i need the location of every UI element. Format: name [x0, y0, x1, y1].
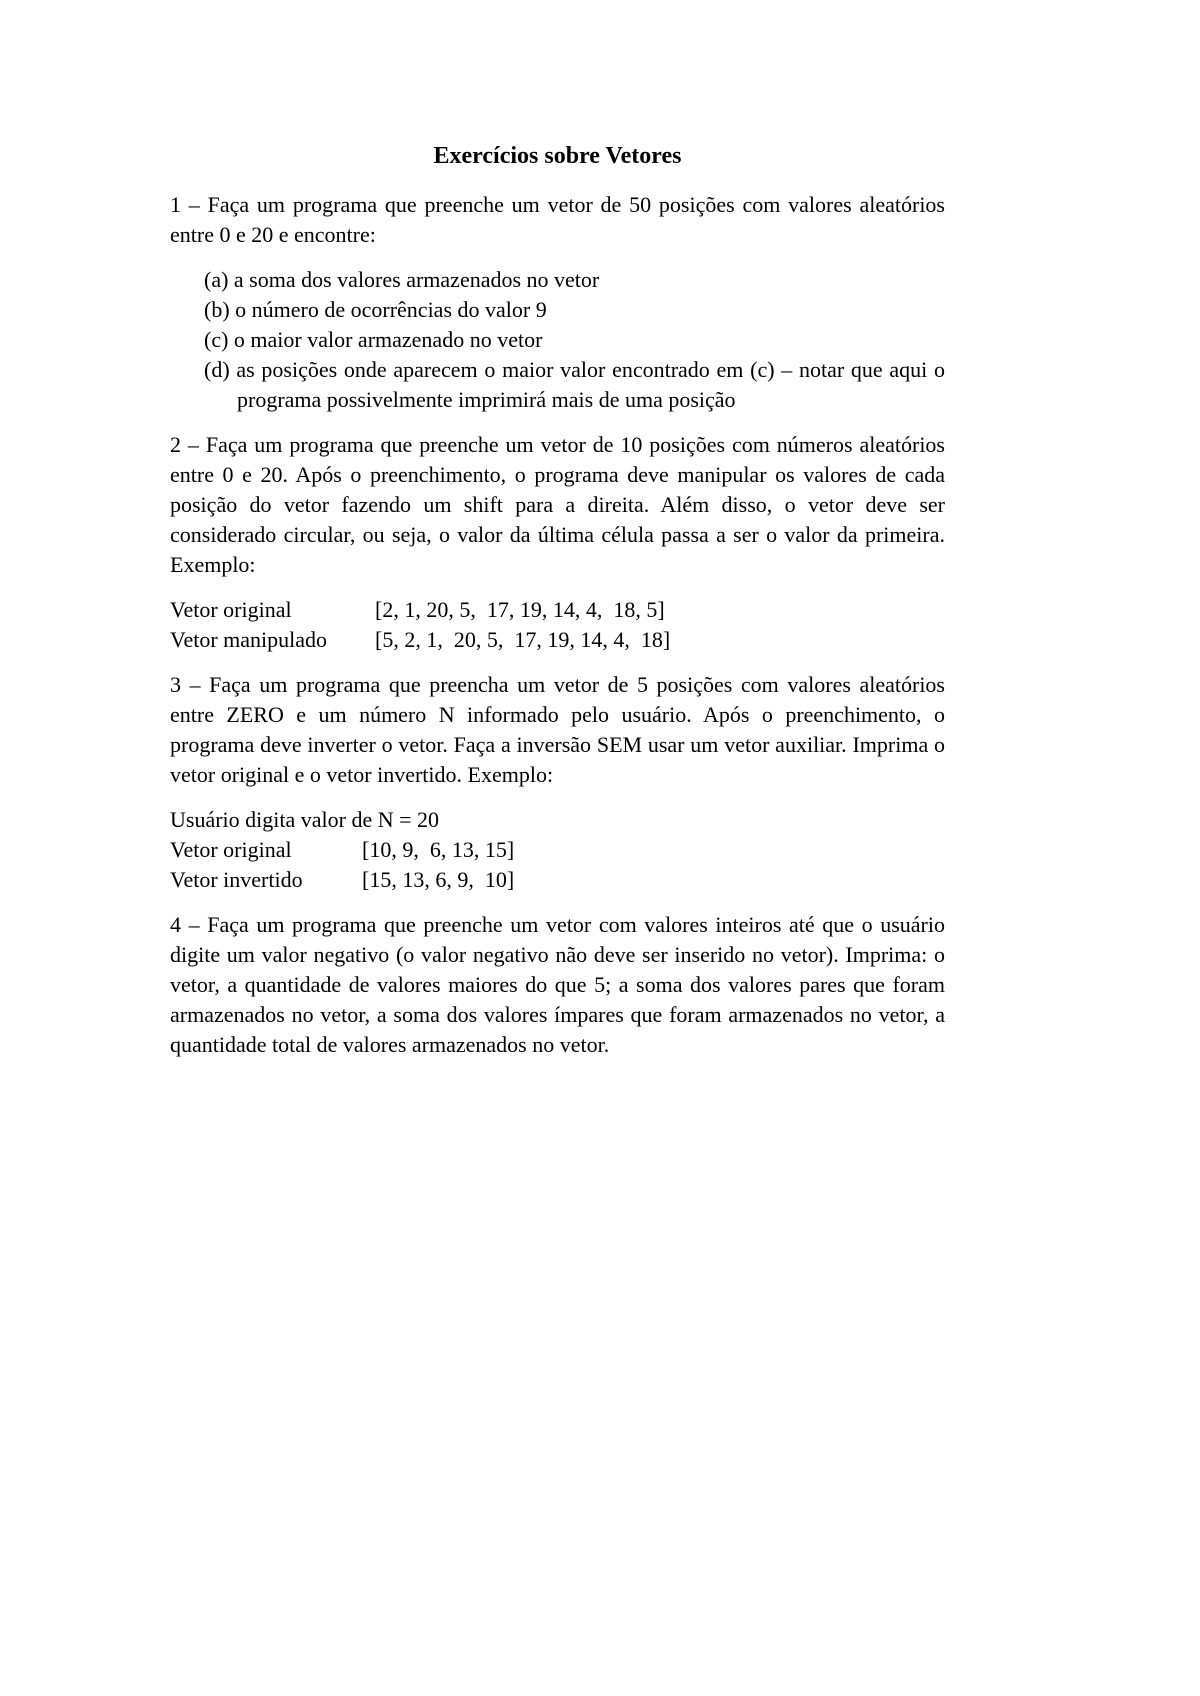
example-row — [170, 595, 945, 625]
exercise-3-example — [170, 805, 945, 895]
example-row-label: Vetor original — [170, 837, 292, 862]
example-row-label: Vetor invertido — [170, 867, 303, 892]
example-row-value: [15, 13, 6, 9, 10] — [362, 867, 515, 892]
exercise-1-intro: 1 – Faça um programa que preenche um vetor de 50 posições com valores aleatórios entre 0 e 20 e encontre: — [170, 192, 945, 247]
exercise-4-text: 4 – Faça um programa que preenche um vetor com valores inteiros até que o usuário digite um valor negativo (o valor negativo não deve ser inserido no vetor). Imprima: o vetor, a quantidade de valores maiores do que 5; a soma dos valores pares que foram armazenados no vetor, a soma dos valores ímpares que foram armazenados no vetor, a quantidade total de valores armazenados no vetor. — [170, 912, 945, 1057]
example-row-label: Vetor original — [170, 597, 292, 622]
example-row-value: [5, 2, 1, 20, 5, 17, 19, 14, 4, 18] — [375, 627, 671, 652]
example-row-value: [10, 9, 6, 13, 15] — [362, 837, 515, 862]
exercise-1-item-d: (d) as posições onde aparecem o maior valor encontrado em (c) – notar que aqui o programa possivelmente imprimirá mais de uma posição — [204, 357, 945, 412]
exercise-2-example — [170, 595, 945, 655]
example-row — [170, 835, 945, 865]
example-row — [170, 865, 945, 895]
example-row — [170, 625, 945, 655]
example-row-label: Vetor manipulado — [170, 627, 328, 652]
document-title: Exercícios sobre Vetores — [433, 143, 682, 169]
example-row-value: [2, 1, 20, 5, 17, 19, 14, 4, 18, 5] — [375, 597, 665, 622]
exercise-1-item-b: (b) o número de ocorrências do valor 9 — [204, 297, 547, 322]
example-input-line: Usuário digita valor de N = 20 — [170, 807, 440, 832]
exercise-1-item-a: (a) a soma dos valores armazenados no vetor — [204, 267, 600, 292]
exercise-1-item-c: (c) o maior valor armazenado no vetor — [204, 327, 543, 352]
exercise-2-text: 2 – Faça um programa que preenche um vetor de 10 posições com números aleatórios entre 0 e 20. Após o preenchimento, o programa deve manipular os valores de cada posição do vetor fazendo um shift para a direita. Além disso, o vetor deve ser considerado circular, ou seja, o valor da última célula passa a ser o valor da primeira. Exemplo: — [170, 432, 945, 577]
exercise-1-item-list — [170, 265, 945, 415]
exercise-3-text: 3 – Faça um programa que preencha um vetor de 5 posições com valores aleatórios entre ZERO e um número N informado pelo usuário. Após o preenchimento, o programa deve inverter o vetor. Faça a inversão SEM usar um vetor auxiliar. Imprima o vetor original e o vetor invertido. Exemplo: — [170, 672, 945, 787]
